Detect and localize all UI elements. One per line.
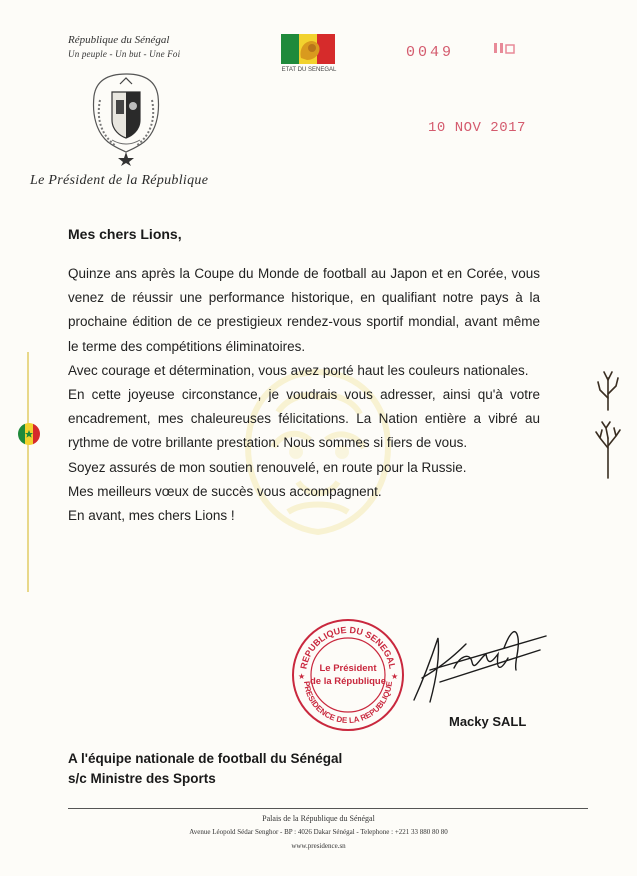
footer-divider xyxy=(68,808,588,809)
paragraph-3: En cette joyeuse circonstance, je voudrais vous adresser, ainsi qu'à votre encadrement, mes chaleureuses félicitations. La Nation entière a vibré au rythme de votre brillante prestation. Nous sommes si fiers de vous. xyxy=(68,387,540,451)
paragraph-4: Soyez assurés de mon soutien renouvelé, en route pour la Russie. xyxy=(68,459,467,475)
presidential-seal xyxy=(290,617,406,733)
recipient-line-2: s/c Ministre des Sports xyxy=(68,771,216,786)
stamp-mark-icon xyxy=(492,41,520,55)
letter-body xyxy=(68,262,540,528)
header-title: Le Président de la République xyxy=(30,173,209,188)
left-margin-rule xyxy=(27,352,29,592)
seal-outer-bottom-text: PRESIDENCE DE LA REPUBLIQUE xyxy=(302,680,394,726)
senegal-flag-roundel xyxy=(17,422,41,446)
paragraph-6: En avant, mes chers Lions ! xyxy=(68,508,235,524)
seal-center-line-2: de la République xyxy=(309,676,387,687)
salutation: Mes chers Lions, xyxy=(68,226,182,242)
baobab-tree-icon xyxy=(594,368,622,480)
svg-text:★: ★ xyxy=(298,672,306,681)
coat-of-arms-emblem xyxy=(86,70,166,166)
signer-name: Macky SALL xyxy=(449,714,527,729)
paragraph-2: Avec courage et détermination, vous avez porté haut les couleurs nationales. xyxy=(68,362,529,378)
handwritten-signature xyxy=(400,618,550,710)
header-country: République du Sénégal xyxy=(68,34,170,46)
seal-center-line-1: Le Président xyxy=(319,663,377,674)
seal-outer-top-text: REPUBLIQUE DU SENEGAL xyxy=(298,624,398,670)
recipient-line-1: A l'équipe nationale de football du Sénégal xyxy=(68,751,343,766)
footer-website: www.presidence.sn xyxy=(291,842,346,850)
registration-number: 0049 xyxy=(406,44,455,61)
logo-caption: ETAT DU SENEGAL xyxy=(281,67,337,73)
svg-text:★: ★ xyxy=(391,672,399,681)
stamp-date: 10 NOV 2017 xyxy=(428,120,526,136)
footer-address-details: Avenue Léopold Sédar Senghor - BP : 4026 Dakar Sénégal - Telephone : +221 33 880 80 80 xyxy=(189,828,448,836)
paragraph-1: Quinze ans après la Coupe du Monde de football au Japon et en Corée, vous venez de réussir une performance historique, en qualifiant notre pays à la prochaine édition de ce prestigieux rendez-vous sportif mondial, avant même le terme des compétitions éliminatoires. xyxy=(68,266,540,354)
senegal-flag-lion-logo xyxy=(281,34,335,64)
footer-address-title: Palais de la République du Sénégal xyxy=(262,814,375,823)
paragraph-5: Mes meilleurs vœux de succès vous accompagnent. xyxy=(68,483,382,499)
header-motto: Un peuple - Un but - Une Foi xyxy=(68,49,181,59)
